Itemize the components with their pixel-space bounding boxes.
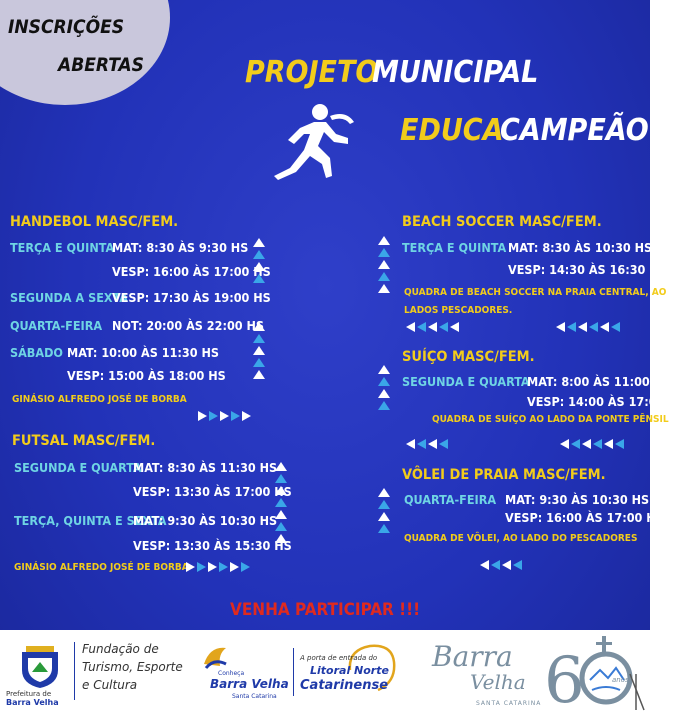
arrow-right-icon — [209, 411, 218, 421]
fundacao-line3: e Cultura — [82, 678, 138, 692]
arrow-left-icon — [417, 439, 426, 449]
arrow-left-icon — [567, 322, 576, 332]
arrow-up-icon — [378, 512, 390, 521]
arrow-up-icon — [378, 236, 390, 245]
arrow-up-icon — [378, 284, 390, 293]
handebol-day1-time1: MAT: 8:30 ÀS 9:30 HS — [112, 240, 249, 255]
footer — [0, 630, 650, 715]
beach-title: BEACH SOCCER MASC/FEM. — [402, 214, 602, 230]
arrow-right-icon — [197, 562, 206, 572]
arrow-left-icon — [604, 439, 613, 449]
beach-day1-time2: VESP: 14:30 ÀS 16:30 HS — [508, 262, 667, 277]
litoral-norte: Litoral Norte — [310, 664, 389, 677]
badge-line1: INSCRIÇÕES — [8, 16, 125, 38]
arrow-up-icon — [253, 262, 265, 271]
arrow-left-icon — [439, 439, 448, 449]
handebol-day3: QUARTA-FEIRA — [10, 318, 103, 333]
suico-location: QUADRA DE SUÍÇO AO LADO DA PONTE PÊNSIL — [432, 414, 669, 425]
handebol-day1: TERÇA E QUINTA — [10, 240, 115, 255]
handebol-day2-time1: VESP: 17:30 ÀS 19:00 HS — [112, 290, 271, 305]
arrow-left-icon — [560, 439, 569, 449]
arrow-up-icon — [378, 365, 390, 374]
volei-day1-time2: VESP: 16:00 ÀS 17:00 HS — [505, 510, 664, 525]
futsal-day1-time1: MAT: 8:30 ÀS 11:30 HS — [133, 460, 278, 475]
sixty-years-emblem-icon — [540, 634, 646, 715]
fundacao-line2: Turismo, Esporte — [82, 660, 183, 674]
handebol-day3-time1: NOT: 20:00 ÀS 22:00 HS — [112, 318, 265, 333]
arrow-left-icon — [406, 322, 415, 332]
arrow-left-icon — [571, 439, 580, 449]
arrow-left-icon — [491, 560, 500, 570]
arrow-up-icon — [253, 358, 265, 367]
futsal-day2: TERÇA, QUINTA E SEXTA — [14, 513, 167, 528]
futsal-title: FUTSAL MASC/FEM. — [12, 433, 156, 449]
handebol-day4: SÁBADO — [10, 345, 63, 360]
handebol-location: GINÁSIO ALFREDO JOSÉ DE BORBA — [12, 394, 187, 405]
arrow-up-icon — [275, 534, 287, 543]
title-campeao: CAMPEÃO — [500, 113, 649, 148]
arrow-left-icon — [578, 322, 587, 332]
arrow-up-icon — [253, 322, 265, 331]
footer-divider-1 — [74, 642, 75, 700]
barra-velha-script: Barra Velha — [210, 677, 289, 691]
arrow-left-icon — [450, 322, 459, 332]
arrow-right-icon — [241, 562, 250, 572]
futsal-location: GINÁSIO ALFREDO JOSÉ DE BORBA — [14, 562, 189, 573]
arrow-up-icon — [378, 488, 390, 497]
arrow-left-icon — [428, 322, 437, 332]
handebol-day4-time2: VESP: 15:00 ÀS 18:00 HS — [67, 368, 226, 383]
futsal-day2-time1: MAT: 9:30 ÀS 10:30 HS — [133, 513, 278, 528]
arrow-right-icon — [186, 562, 195, 572]
arrow-up-icon — [378, 272, 390, 281]
porta-entrada: A porta de entrada do — [300, 654, 378, 662]
title-projeto: PROJETO — [245, 55, 379, 90]
arrow-up-icon — [378, 377, 390, 386]
arrow-up-icon — [378, 389, 390, 398]
volei-title: VÔLEI DE PRAIA MASC/FEM. — [402, 467, 606, 483]
arrow-left-icon — [582, 439, 591, 449]
santa-catarina-small: Santa Catarina — [232, 693, 277, 700]
logo-anos: anos — [612, 676, 629, 684]
arrow-right-icon — [230, 562, 239, 572]
suico-day1-time2: VESP: 14:00 ÀS 17:00 HS — [527, 394, 686, 409]
suico-title: SUÍÇO MASC/FEM. — [402, 349, 535, 365]
arrow-left-icon — [439, 322, 448, 332]
arrow-up-icon — [275, 510, 287, 519]
arrow-left-icon — [502, 560, 511, 570]
arrow-left-icon — [417, 322, 426, 332]
arrow-up-icon — [253, 274, 265, 283]
prefeitura-line2: Barra Velha — [6, 698, 59, 707]
arrow-up-icon — [253, 334, 265, 343]
badge-line2: ABERTAS — [58, 54, 144, 76]
fundacao-line1: Fundação de — [82, 642, 159, 656]
arrow-right-icon — [242, 411, 251, 421]
logo-barra: Barra — [432, 640, 513, 673]
catarinense: Catarinense — [300, 678, 389, 693]
arrow-up-icon — [253, 250, 265, 259]
arrow-up-icon — [253, 346, 265, 355]
runner-icon — [270, 98, 360, 180]
beach-location-line1: QUADRA DE BEACH SOCCER NA PRAIA CENTRAL, AO — [404, 287, 667, 298]
suico-day1: SEGUNDA E QUARTA — [402, 374, 530, 389]
arrow-up-icon — [275, 486, 287, 495]
arrow-right-icon — [198, 411, 207, 421]
arrow-up-icon — [275, 462, 287, 471]
arrow-up-icon — [275, 498, 287, 507]
volei-day1-time1: MAT: 9:30 ÀS 10:30 HS — [505, 492, 650, 507]
volei-day1: QUARTA-FEIRA — [404, 492, 497, 507]
fish-icon — [200, 642, 230, 672]
handebol-day2: SEGUNDA A SEXTA — [10, 290, 128, 305]
volei-location: QUADRA DE VÔLEI, AO LADO DO PESCADORES — [404, 533, 638, 544]
arrow-right-icon — [220, 411, 229, 421]
arrow-up-icon — [378, 524, 390, 533]
footer-divider-2 — [293, 648, 294, 696]
title-educa: EDUCA — [400, 113, 504, 148]
handebol-day1-time2: VESP: 16:00 ÀS 17:00 HS — [112, 264, 271, 279]
arrow-up-icon — [253, 238, 265, 247]
arrow-left-icon — [611, 322, 620, 332]
city-crest-icon — [18, 644, 62, 688]
arrow-left-icon — [428, 439, 437, 449]
logo-santa-catarina: SANTA CATARINA — [476, 700, 542, 707]
arrow-up-icon — [253, 370, 265, 379]
futsal-day2-time2: VESP: 13:30 ÀS 15:30 HS — [133, 538, 292, 553]
beach-location-line2: LADOS PESCADORES. — [404, 305, 513, 316]
arrow-left-icon — [615, 439, 624, 449]
logo-velha: Velha — [470, 670, 526, 694]
arrow-right-icon — [208, 562, 217, 572]
conheca-label: Conheça — [218, 670, 245, 677]
handebol-title: HANDEBOL MASC/FEM. — [10, 214, 179, 230]
arrow-right-icon — [231, 411, 240, 421]
arrow-left-icon — [600, 322, 609, 332]
arrow-left-icon — [406, 439, 415, 449]
futsal-day1: SEGUNDA E QUARTA — [14, 460, 142, 475]
arrow-left-icon — [589, 322, 598, 332]
arrow-left-icon — [513, 560, 522, 570]
beach-day1-time1: MAT: 8:30 ÀS 10:30 HS — [508, 240, 653, 255]
arrow-up-icon — [378, 248, 390, 257]
arrow-up-icon — [378, 500, 390, 509]
title-municipal: MUNICIPAL — [372, 55, 539, 90]
arrow-up-icon — [275, 474, 287, 483]
cta-venha-participar: VENHA PARTICIPAR !!! — [230, 600, 421, 620]
futsal-day1-time2: VESP: 13:30 ÀS 17:00 HS — [133, 484, 292, 499]
arrow-up-icon — [275, 522, 287, 531]
svg-text:6: 6 — [544, 644, 585, 715]
arrow-up-icon — [378, 260, 390, 269]
arrow-up-icon — [378, 401, 390, 410]
arrow-right-icon — [219, 562, 228, 572]
suico-day1-time1: MAT: 8:00 ÀS 11:00 HS — [527, 374, 672, 389]
prefeitura-line1: Prefeitura de — [6, 690, 52, 698]
arrow-left-icon — [593, 439, 602, 449]
beach-day1: TERÇA E QUINTA — [402, 240, 507, 255]
arrow-left-icon — [556, 322, 565, 332]
arrow-left-icon — [480, 560, 489, 570]
handebol-day4-time1: MAT: 10:00 ÀS 11:30 HS — [67, 345, 219, 360]
